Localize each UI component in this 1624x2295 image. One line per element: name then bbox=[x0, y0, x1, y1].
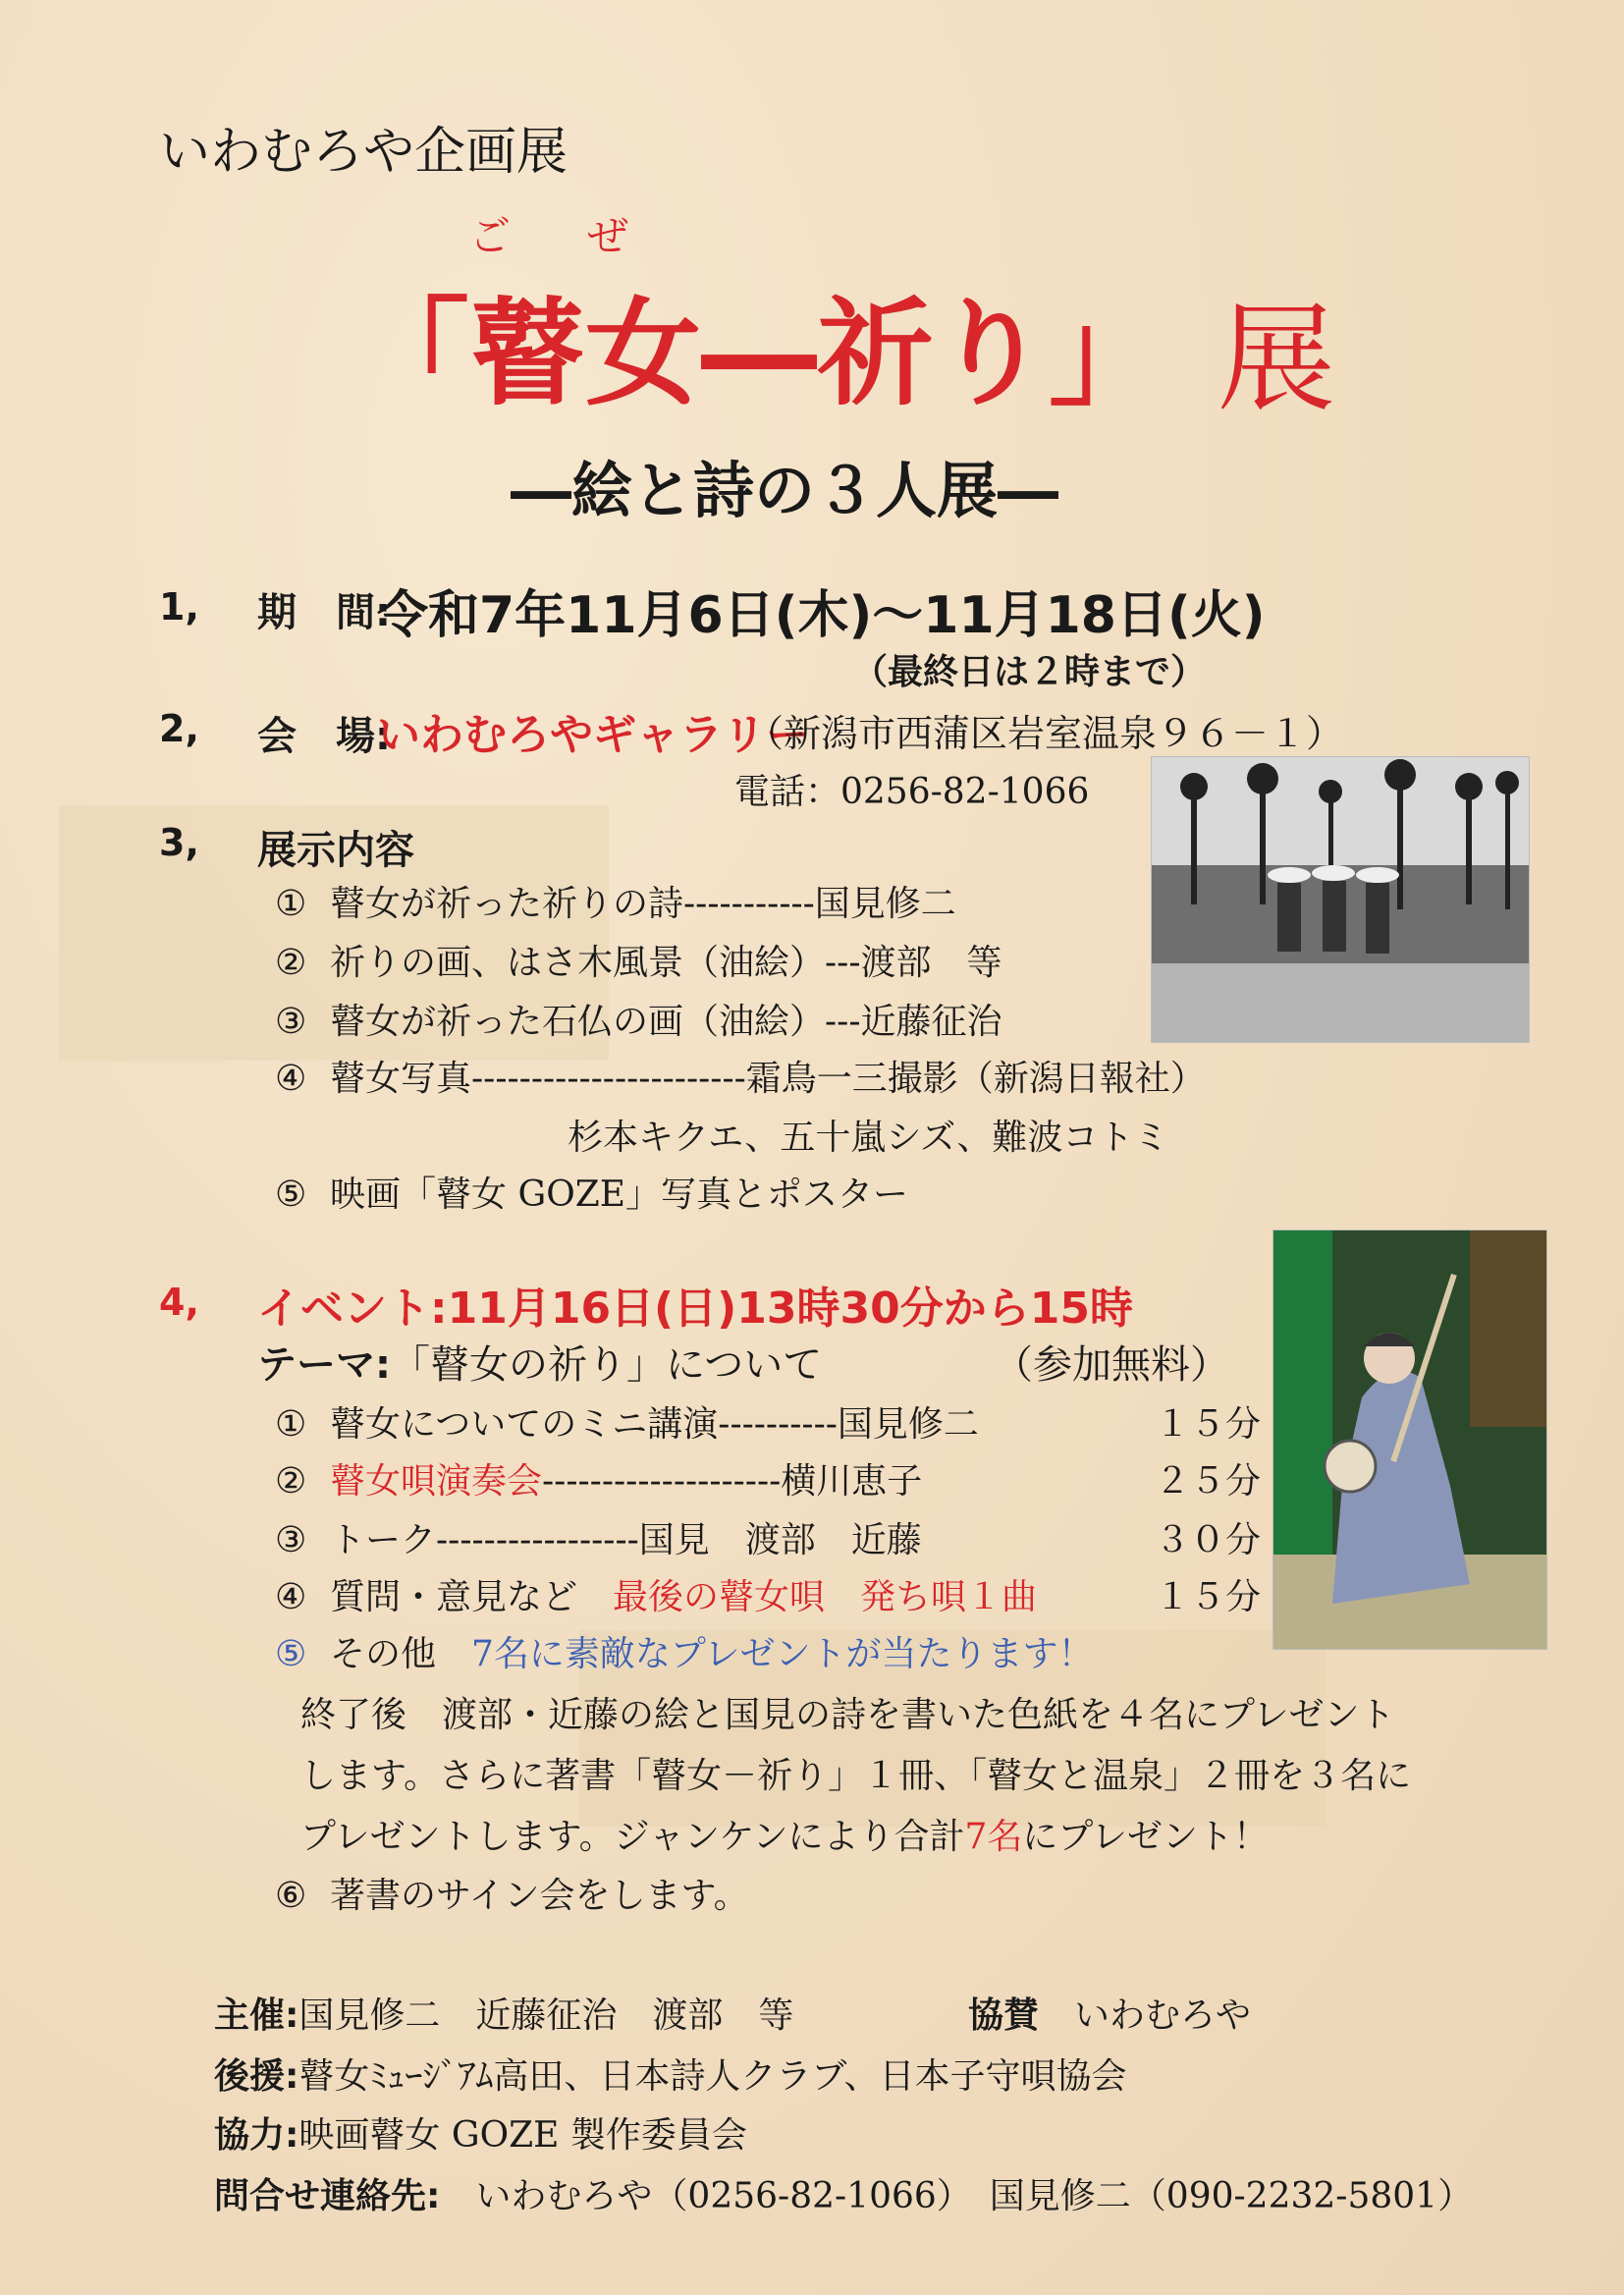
goze-performer-photo bbox=[1272, 1229, 1547, 1650]
title-suffix: 展 bbox=[1218, 292, 1335, 428]
event-paragraph: プレゼントします。ジャンケンにより合計7名にプレゼント！ bbox=[300, 1817, 1269, 1857]
event-paragraph: 終了後 渡部・近藤の絵と国見の詩を書いた色紙を４名にプレゼント bbox=[300, 1695, 1395, 1735]
venue-name: いわむろやギャラリー bbox=[377, 710, 809, 760]
footer-coop: 協力:映画瞽女 GOZE 製作委員会 bbox=[214, 2115, 747, 2156]
event-fee: （参加無料） bbox=[994, 1342, 1229, 1388]
event-num: 4, bbox=[159, 1281, 199, 1324]
venue-address: （新潟市西蒲区岩室温泉９６－１） bbox=[746, 712, 1344, 755]
goze-performer-image bbox=[1273, 1230, 1546, 1649]
exhibit-item: ② 祈りの画、はさ木風景（油絵）---渡部 等 bbox=[275, 943, 1002, 983]
event-item-time: ３０分 bbox=[1155, 1520, 1262, 1560]
period-label: 期 間: bbox=[257, 590, 391, 635]
event-item-time: １５分 bbox=[1155, 1577, 1262, 1617]
footer-contact: 問合せ連絡先: いわむろや（0256-82-1066） 国見修二（090-2232-5801） bbox=[214, 2176, 1474, 2216]
event-item: ⑤ その他 7名に素敵なプレゼントが当たります！ bbox=[275, 1634, 1094, 1674]
title-ruby: ご ぜ bbox=[469, 212, 647, 260]
event-item-time: ２５分 bbox=[1155, 1461, 1262, 1502]
period-num: 1, bbox=[159, 585, 199, 628]
event-item-time: １５分 bbox=[1155, 1404, 1262, 1445]
footer-sponsor: 協賛 いわむろや bbox=[968, 1995, 1252, 2036]
event-theme: テーマ:「瞽女の祈り」について bbox=[257, 1342, 823, 1388]
exhibit-item-names: 杉本キクエ、五十嵐シズ、難波コトミ bbox=[568, 1118, 1169, 1158]
period-value: 令和7年11月6日(木)～11月18日(火) bbox=[377, 586, 1266, 645]
page-title: 「瞽女―祈り」 bbox=[353, 286, 1165, 421]
event-item: ① 瞽女についてのミニ講演----------国見修二 bbox=[275, 1404, 979, 1445]
event-paragraph: します。さらに著書「瞽女－祈り」１冊、「瞽女と温泉」２冊を３名に bbox=[300, 1756, 1412, 1796]
exhibit-label: 展示内容 bbox=[257, 828, 414, 873]
exhibit-num: 3, bbox=[159, 821, 199, 864]
event-heading: イベント:11月16日(日)13時30分から15時 bbox=[257, 1284, 1133, 1334]
period-note: （最終日は２時まで） bbox=[852, 652, 1207, 692]
goze-walking-image bbox=[1152, 757, 1529, 1042]
exhibit-item: ⑤ 映画「瞽女 GOZE」写真とポスター bbox=[275, 1175, 909, 1215]
event-item: ② 瞽女唄演奏会--------------------横川恵子 bbox=[275, 1461, 923, 1502]
venue-label: 会 場: bbox=[257, 714, 391, 759]
title-sub: ―絵と詩の３人展― bbox=[511, 455, 1059, 526]
venue-tel: 電話：0256-82-1066 bbox=[734, 772, 1090, 812]
goze-walking-photo bbox=[1151, 756, 1530, 1043]
event-item: ⑥ 著書のサイン会をします。 bbox=[275, 1876, 749, 1916]
subtitle-top: いわむろや企画展 bbox=[159, 123, 568, 182]
exhibit-item: ① 瞽女が祈った祈りの詩-----------国見修二 bbox=[275, 884, 956, 924]
footer-support: 後援:瞽女ﾐｭｰｼﾞｱﾑ高田、日本詩人クラブ、日本子守唄協会 bbox=[214, 2056, 1127, 2097]
exhibit-item: ④ 瞽女写真-----------------------霜鳥一三撮影（新潟日報社） bbox=[275, 1059, 1206, 1099]
event-item: ③ トーク-----------------国見 渡部 近藤 bbox=[275, 1520, 922, 1560]
exhibit-item: ③ 瞽女が祈った石仏の画（油絵）---近藤征治 bbox=[275, 1002, 1002, 1042]
venue-num: 2, bbox=[159, 707, 199, 750]
event-item: ④ 質問・意見など 最後の瞽女唄 発ち唄１曲 bbox=[275, 1577, 1038, 1617]
footer-host: 主催:国見修二 近藤征治 渡部 等 bbox=[214, 1995, 794, 2036]
